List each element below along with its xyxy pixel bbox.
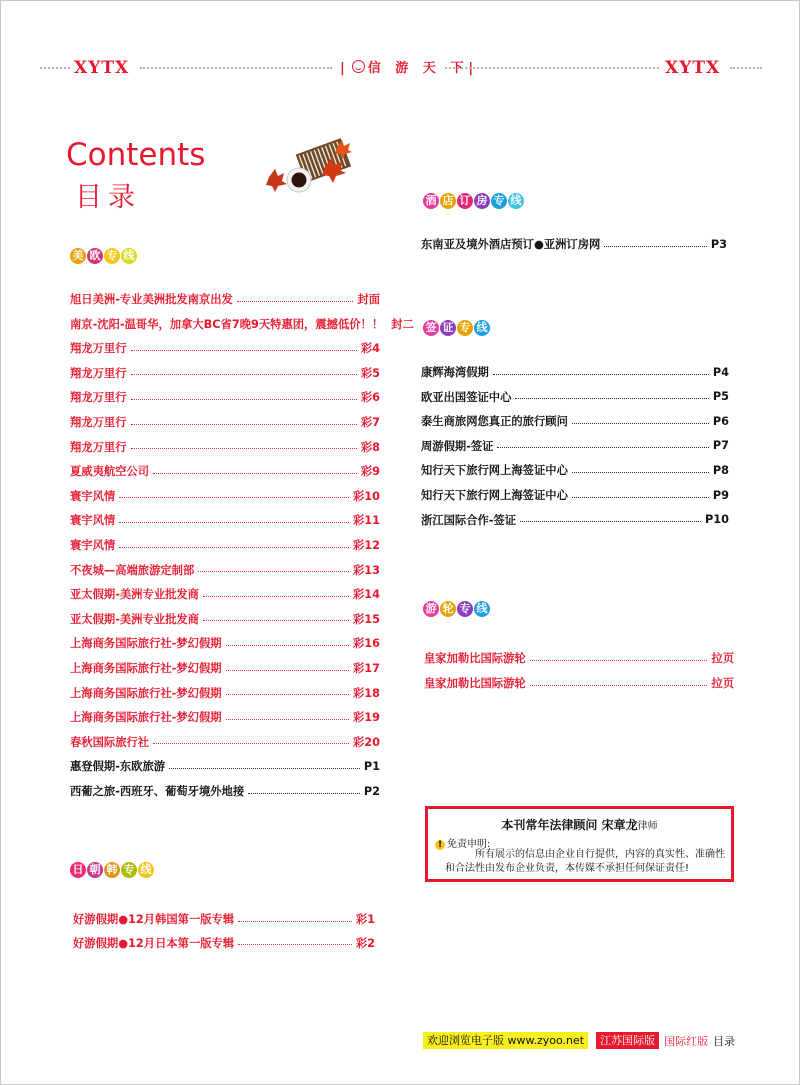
toc-entry-page: 彩8 — [360, 440, 380, 454]
section-tag-char: 房 — [474, 193, 490, 209]
toc-entry-title: 翔龙万里行 — [70, 366, 127, 380]
toc-entry[interactable] — [70, 487, 380, 505]
toc-entry[interactable] — [70, 634, 380, 652]
contents-title-cn: 目录 — [75, 182, 141, 213]
section-tag-char: 欧 — [87, 248, 103, 264]
toc-entry-page: 彩5 — [360, 366, 380, 380]
brand-left: XYTX — [74, 58, 130, 78]
toc-entry-page: 彩19 — [352, 711, 380, 725]
header-dots-left — [40, 67, 70, 69]
toc-entry-title: 皇家加勒比国际游轮 — [424, 677, 526, 690]
toc-entry-title: 上海商务国际旅行社-梦幻假期 — [70, 686, 222, 700]
toc-entry-title: 知行天下旅行网上海签证中心 — [421, 464, 568, 478]
footer-browse-link[interactable]: 欢迎浏览电子版 www.zyoo.net — [423, 1032, 588, 1049]
toc-entry-page: 彩2 — [355, 936, 375, 950]
toc-entry[interactable] — [70, 561, 380, 579]
section-tag-char: 专 — [104, 248, 120, 264]
toc-entry[interactable] — [70, 536, 380, 554]
toc-entry[interactable] — [421, 437, 729, 455]
toc-leader-dots — [604, 246, 707, 247]
toc-entry[interactable] — [421, 363, 729, 381]
toc-entry-page: 彩15 — [352, 612, 380, 626]
section-tag-char: 韩 — [104, 862, 120, 878]
toc-entry-page: 拉页 — [711, 652, 734, 665]
toc-entry[interactable] — [70, 610, 380, 628]
section-tag-char: 轮 — [440, 601, 456, 617]
section-tag-japan-korea — [70, 862, 154, 878]
toc-leader-dots — [572, 472, 709, 473]
toc-leader-dots — [493, 374, 709, 375]
toc-leader-dots — [203, 620, 349, 621]
section-tag-americas — [70, 248, 137, 264]
toc-entry[interactable] — [70, 290, 380, 308]
toc-entry-page: 封面 — [357, 293, 380, 306]
toc-entry-page: P7 — [712, 439, 729, 453]
toc-entry[interactable] — [70, 315, 414, 333]
toc-entry-title: 翔龙万里行 — [70, 391, 127, 405]
brand-right: XYTX — [665, 58, 721, 78]
toc-entry-page: P3 — [710, 237, 727, 251]
toc-leader-dots — [119, 522, 349, 523]
toc-entry[interactable] — [73, 934, 375, 952]
section-tag-char: 线 — [474, 601, 490, 617]
toc-entry-page: 彩13 — [352, 563, 380, 577]
section-tag-char: 酒 — [423, 193, 439, 209]
toc-entry-page: 彩16 — [352, 637, 380, 651]
toc-entry-page: P4 — [712, 365, 729, 379]
toc-entry-page: 彩1 — [355, 913, 375, 926]
toc-leader-dots — [520, 521, 701, 522]
toc-leader-dots — [226, 645, 349, 646]
toc-entry[interactable] — [424, 649, 734, 667]
header-dots-right — [730, 67, 762, 69]
toc-leader-dots — [238, 921, 352, 922]
toc-entry[interactable] — [70, 782, 380, 800]
toc-leader-dots — [226, 670, 349, 671]
toc-entry-page: 彩11 — [352, 514, 380, 528]
toc-leader-dots — [238, 944, 352, 945]
toc-entry[interactable] — [70, 339, 380, 357]
toc-entry-page: P10 — [704, 513, 729, 527]
toc-entry[interactable] — [421, 486, 729, 504]
section-tag-char: 线 — [474, 320, 490, 336]
section-tag-char: 专 — [121, 862, 137, 878]
toc-entry-title: 皇家加勒比国际游轮 — [424, 652, 526, 665]
toc-leader-dots — [119, 547, 349, 548]
toc-entry-page: 彩14 — [352, 588, 380, 602]
toc-entry-page: P8 — [712, 463, 729, 477]
section-tag-char: 专 — [457, 320, 473, 336]
toc-leader-dots — [530, 685, 708, 686]
toc-leader-dots — [131, 399, 357, 400]
toc-entry-title: 亚太假期-美洲专业批发商 — [70, 612, 199, 626]
toc-entry-title: 泰生商旅网您真正的旅行顾问 — [421, 415, 568, 429]
toc-entry-page: 彩12 — [352, 539, 380, 552]
section-tag-char: 线 — [138, 862, 154, 878]
footer — [423, 1032, 735, 1049]
toc-entry-page: P1 — [363, 759, 380, 773]
footer-page-label: 目录 — [713, 1034, 736, 1048]
toc-leader-dots — [572, 497, 709, 498]
toc-entry-title: 好游假期●12月韩国第一版专辑 — [73, 913, 235, 926]
toc-entry[interactable] — [421, 412, 729, 430]
section-tag-char: 线 — [508, 193, 524, 209]
toc-entry-page: P2 — [363, 784, 380, 798]
toc-entry[interactable] — [73, 910, 375, 928]
toc-entry-page: 彩10 — [352, 489, 380, 503]
section-tag-char: 专 — [457, 601, 473, 617]
section-tag-hotel — [423, 193, 524, 209]
toc-entry[interactable] — [70, 462, 380, 480]
toc-entry[interactable] — [421, 511, 729, 529]
toc-entry-title: 旭日美洲-专业美洲批发南京出发 — [70, 293, 233, 306]
section-tag-char: 游 — [423, 601, 439, 617]
toc-leader-dots — [203, 596, 349, 597]
section-tag-char: 日 — [70, 862, 86, 878]
toc-entry-page: P9 — [712, 488, 729, 502]
toc-entry-page: 封二 — [391, 317, 414, 331]
toc-leader-dots — [119, 497, 349, 498]
header-dots-mid-left — [140, 67, 332, 69]
toc-entry-page: 彩6 — [360, 391, 380, 405]
toc-entry-page: 彩7 — [360, 416, 380, 429]
toc-leader-dots — [530, 660, 708, 661]
toc-leader-dots — [497, 447, 708, 448]
toc-leader-dots — [153, 473, 357, 474]
toc-leader-dots — [131, 374, 357, 375]
slogan-bar-right: | — [468, 61, 479, 76]
toc-entry-title: 周游假期-签证 — [421, 439, 494, 453]
section-tag-char: 美 — [70, 248, 86, 264]
toc-entry[interactable] — [70, 585, 380, 603]
toc-entry-page: 彩4 — [360, 342, 380, 356]
toc-entry-title: 春秋国际旅行社 — [70, 735, 150, 749]
toc-entry-title: 上海商务国际旅行社-梦幻假期 — [70, 711, 222, 725]
toc-entry[interactable] — [70, 708, 380, 726]
toc-entry-title: 寰宇风情 — [70, 514, 116, 528]
toc-entry[interactable] — [70, 757, 380, 775]
section-tag-char: 朝 — [87, 862, 103, 878]
section-tag-char: 专 — [491, 193, 507, 209]
toc-entry-title: 西葡之旅-西班牙、葡萄牙境外地接 — [70, 785, 245, 798]
disclaimer-label: 免责申明: — [447, 839, 491, 850]
contents-title-en: Contents — [66, 137, 206, 173]
toc-entry-title: 寰宇风情 — [70, 539, 116, 552]
slogan-bar-left: | — [340, 61, 350, 76]
toc-entry-page: P5 — [712, 390, 729, 404]
footer-edition: 江苏国际版 — [596, 1032, 659, 1049]
toc-leader-dots — [248, 793, 360, 794]
legal-heading-text: 本刊常年法律顾问 宋章龙 — [501, 818, 638, 832]
toc-leader-dots — [237, 301, 354, 302]
toc-entry[interactable] — [424, 674, 734, 692]
legal-counsel-box — [425, 806, 734, 882]
toc-entry[interactable] — [421, 388, 729, 406]
toc-entry-page: 拉页 — [711, 677, 734, 690]
toc-entry[interactable] — [70, 364, 380, 382]
toc-entry[interactable] — [421, 461, 729, 479]
toc-entry[interactable] — [70, 413, 380, 431]
toc-entry[interactable] — [70, 733, 380, 751]
disclaimer-body: 所有展示的信息由企业自行提供，内容的真实性、准确性和合法性由发布企业负责，本传媒不承担任何保证责任! — [445, 849, 725, 874]
section-tag-char: 签 — [423, 320, 439, 336]
toc-entry-title: 寰宇风情 — [70, 489, 116, 503]
toc-entry-title: 知行天下旅行网上海签证中心 — [421, 489, 568, 502]
toc-entry[interactable] — [70, 659, 380, 677]
section-tag-char: 店 — [440, 193, 456, 209]
footer-section: 国际红版 — [664, 1034, 709, 1048]
toc-entry-title: 不夜城—高端旅游定制部 — [70, 563, 195, 577]
toc-entry-title: 南京-沈阳-温哥华，加拿大BC省7晚9天特惠团，震撼低价！！ — [70, 317, 384, 331]
toc-entry-page: 彩9 — [360, 465, 380, 479]
toc-entry-title: 惠登假期-东欧旅游 — [70, 760, 166, 774]
toc-entry-title: 康辉海湾假期 — [421, 366, 489, 379]
toc-entry-page: 彩20 — [352, 735, 380, 749]
toc-leader-dots — [153, 743, 349, 744]
toc-leader-dots — [131, 350, 357, 351]
header-dots-mid-right — [445, 67, 659, 69]
toc-entry-title: 翔龙万里行 — [70, 440, 127, 454]
section-tag-char: 证 — [440, 320, 456, 336]
section-tag-cruise — [423, 601, 490, 617]
slogan-text: 信 游 天 下 — [367, 61, 469, 76]
toc-entry-title: 好游假期●12月日本第一版专辑 — [73, 936, 235, 950]
toc-entry-title: 亚太假期-美洲专业批发商 — [70, 588, 199, 602]
toc-entry[interactable] — [421, 235, 727, 253]
toc-leader-dots — [572, 423, 709, 424]
toc-leader-dots — [169, 768, 360, 769]
toc-leader-dots — [226, 694, 349, 695]
toc-entry[interactable] — [70, 388, 380, 406]
section-tag-char: 线 — [121, 248, 137, 264]
smiley-icon — [352, 60, 365, 73]
toc-entry-page: 彩17 — [352, 662, 380, 675]
toc-leader-dots — [198, 571, 349, 572]
toc-entry-title: 浙江国际合作-签证 — [421, 513, 517, 527]
toc-entry-title: 上海商务国际旅行社-梦幻假期 — [70, 637, 222, 651]
legal-heading — [428, 816, 731, 833]
section-tag-char: 订 — [457, 193, 473, 209]
toc-entry-page: P6 — [712, 414, 729, 428]
toc-leader-dots — [131, 424, 357, 425]
toc-entry-title: 东南亚及境外酒店预订●亚洲订房网 — [421, 238, 601, 251]
coffee-leaves-decoration-icon — [265, 137, 360, 197]
toc-entry[interactable] — [70, 438, 380, 456]
toc-entry-title: 欧亚出国签证中心 — [421, 390, 512, 404]
legal-heading-suffix: 律师 — [637, 821, 658, 832]
toc-entry-title: 夏威夷航空公司 — [70, 465, 150, 479]
toc-entry[interactable] — [70, 684, 380, 702]
toc-entry-page: 彩18 — [352, 686, 380, 700]
section-tag-visa — [423, 320, 490, 336]
toc-entry-title: 上海商务国际旅行社-梦幻假期 — [70, 662, 222, 675]
toc-leader-dots — [226, 719, 349, 720]
toc-leader-dots — [515, 398, 708, 399]
toc-entry-title: 翔龙万里行 — [70, 342, 127, 356]
toc-entry-title: 翔龙万里行 — [70, 416, 127, 429]
warning-icon: ! — [435, 840, 445, 850]
toc-entry[interactable] — [70, 511, 380, 529]
toc-leader-dots — [131, 448, 357, 449]
